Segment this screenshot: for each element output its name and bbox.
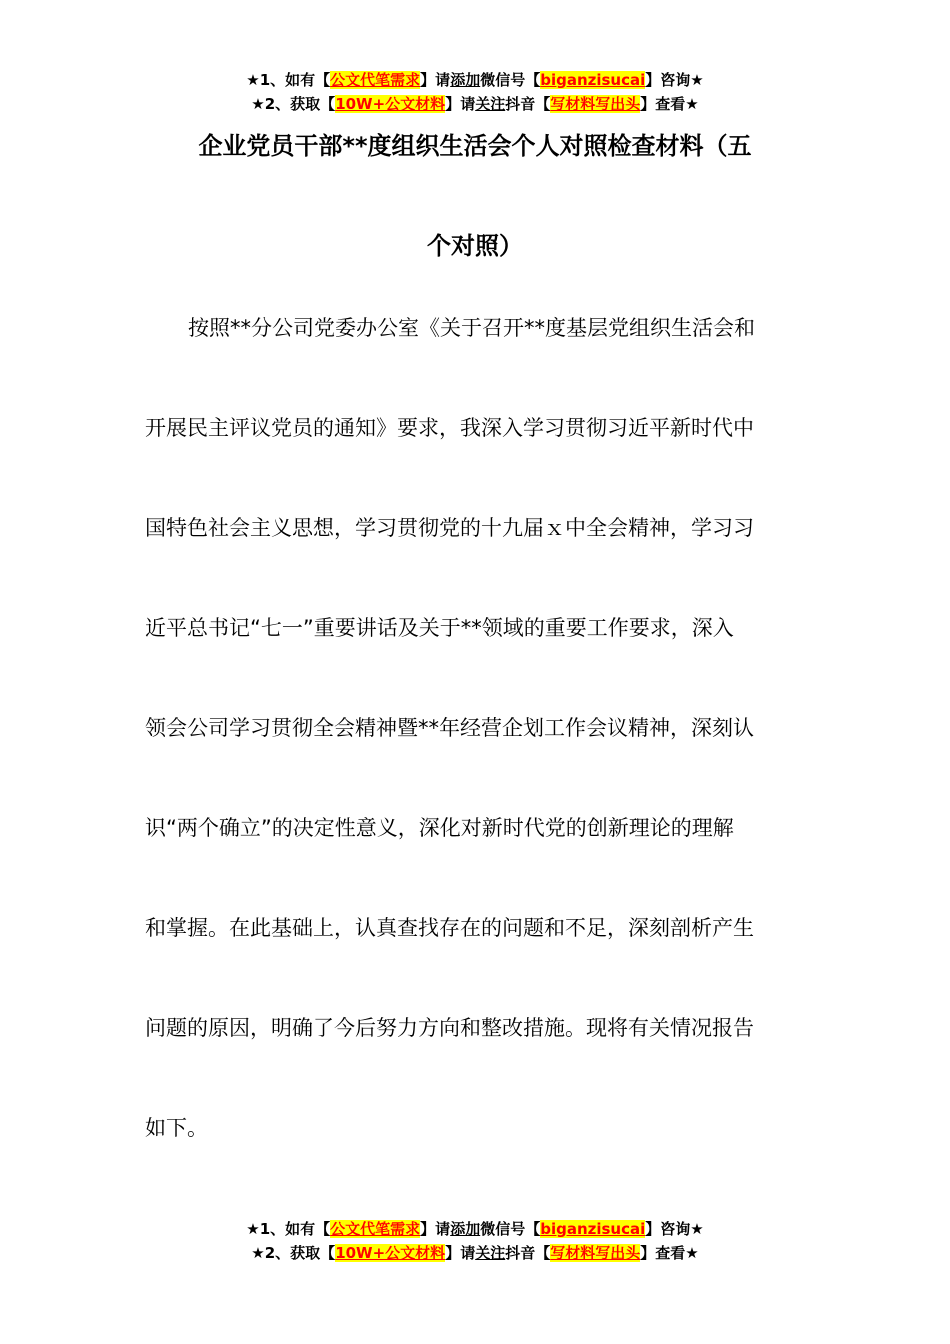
- banner-highlight-service: 公文代笔需求: [330, 1220, 421, 1238]
- banner-underline-add: 添加: [450, 71, 481, 89]
- banner-text: ★2、获取【: [251, 1244, 336, 1262]
- banner-text: 】请: [445, 1244, 476, 1262]
- banner-text: 】请: [420, 71, 451, 89]
- body-line: 如下。: [145, 1116, 208, 1140]
- banner-underline-follow: 关注: [475, 1244, 506, 1262]
- body-line: 近平总书记“七一”重要讲话及关于**领域的重要工作要求，深入: [145, 616, 734, 640]
- body-line: 领会公司学习贯彻全会精神暨**年经营企划工作会议精神，深刻认: [145, 716, 754, 740]
- banner-text: 抖音【: [505, 95, 551, 113]
- body-paragraph: [145, 278, 795, 1178]
- banner-highlight-wechat-id: biganzisucai: [540, 1220, 646, 1238]
- banner-line-1: [0, 68, 950, 92]
- banner-text: ★1、如有【: [246, 1220, 331, 1238]
- banner-underline-follow: 关注: [475, 95, 506, 113]
- title-line-1: 企业党员干部**度组织生活会个人对照检查材料（五: [198, 132, 752, 160]
- body-line: 和掌握。在此基础上，认真查找存在的问题和不足，深刻剖析产生: [145, 916, 754, 940]
- banner-highlight-wechat-id: biganzisucai: [540, 71, 646, 89]
- body-line: 识“两个确立”的决定性意义，深化对新时代党的创新理论的理解: [145, 816, 734, 840]
- body-line: 开展民主评议党员的通知》要求，我深入学习贯彻习近平新时代中: [145, 416, 754, 440]
- banner-line-2: [0, 1241, 950, 1265]
- bottom-banner: [0, 1217, 950, 1265]
- body-line: 国特色社会主义思想，学习贯彻党的十九届ｘ中全会精神，学习习: [145, 516, 754, 540]
- banner-text: 】咨询★: [645, 71, 704, 89]
- body-line: 按照**分公司党委办公室《关于召开**度基层党组织生活会和: [188, 316, 755, 340]
- banner-text: 微信号【: [480, 1220, 541, 1238]
- banner-text: ★2、获取【: [251, 95, 336, 113]
- banner-text: 】请: [445, 95, 476, 113]
- banner-line-1: [0, 1217, 950, 1241]
- banner-text: 】查看★: [640, 1244, 699, 1262]
- banner-text: ★1、如有【: [246, 71, 331, 89]
- title-line-2: 个对照）: [427, 232, 523, 260]
- banner-text: 抖音【: [505, 1244, 551, 1262]
- banner-text: 】请: [420, 1220, 451, 1238]
- banner-highlight-douyin: 写材料写出头: [550, 95, 641, 113]
- banner-text: 】查看★: [640, 95, 699, 113]
- banner-highlight-douyin: 写材料写出头: [550, 1244, 641, 1262]
- banner-highlight-materials: 10W+公文材料: [335, 1244, 446, 1262]
- banner-highlight-materials: 10W+公文材料: [335, 95, 446, 113]
- banner-underline-add: 添加: [450, 1220, 481, 1238]
- body-line: 问题的原因，明确了今后努力方向和整改措施。现将有关情况报告: [145, 1016, 754, 1040]
- document-title: [150, 96, 800, 296]
- banner-text: 微信号【: [480, 71, 541, 89]
- banner-text: 】咨询★: [645, 1220, 704, 1238]
- banner-highlight-service: 公文代笔需求: [330, 71, 421, 89]
